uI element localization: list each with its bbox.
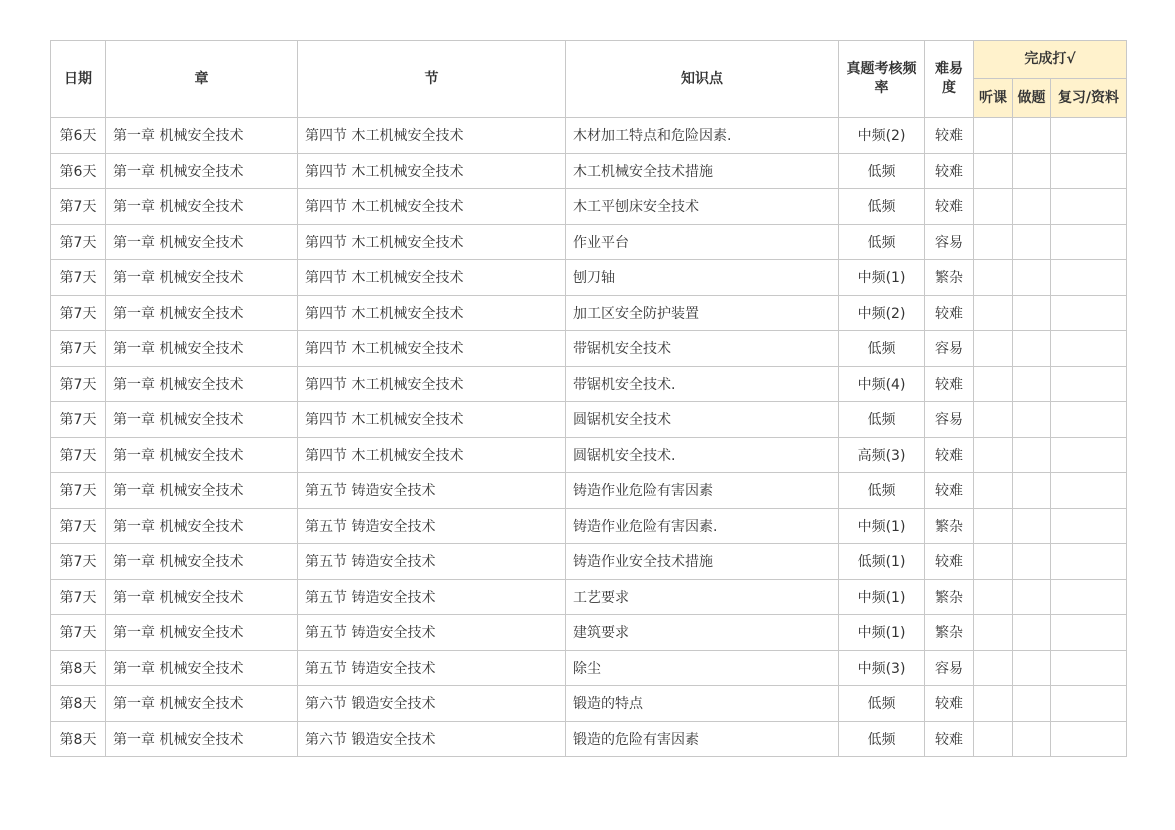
table-row [51,579,1127,615]
table-row [51,615,1127,651]
review-check-cell[interactable] [1051,437,1127,473]
lecture-check-cell[interactable] [974,331,1013,367]
date-cell: 第7天 [51,224,106,260]
frequency-cell: 中频(2) [839,295,925,331]
header-frequency: 真题考核频率 [839,41,925,118]
chapter-cell: 第一章 机械安全技术 [106,437,298,473]
table-row [51,153,1127,189]
section-cell: 第四节 木工机械安全技术 [298,118,566,154]
knowledge-point-cell: 木工机械安全技术措施 [566,153,839,189]
section-cell: 第四节 木工机械安全技术 [298,331,566,367]
frequency-cell: 高频(3) [839,437,925,473]
review-check-cell[interactable] [1051,118,1127,154]
table-row [51,366,1127,402]
chapter-cell: 第一章 机械安全技术 [106,615,298,651]
knowledge-point-cell: 工艺要求 [566,579,839,615]
practice-check-cell[interactable] [1013,118,1051,154]
chapter-cell: 第一章 机械安全技术 [106,650,298,686]
header-review: 复习/资料 [1051,79,1127,118]
difficulty-cell: 较难 [925,686,974,722]
section-cell: 第六节 锻造安全技术 [298,686,566,722]
chapter-cell: 第一章 机械安全技术 [106,366,298,402]
review-check-cell[interactable] [1051,544,1127,580]
section-cell: 第四节 木工机械安全技术 [298,224,566,260]
difficulty-cell: 较难 [925,721,974,757]
table-row [51,189,1127,225]
frequency-cell: 低频 [839,402,925,438]
difficulty-cell: 繁杂 [925,615,974,651]
frequency-cell: 低频(1) [839,544,925,580]
difficulty-cell: 繁杂 [925,260,974,296]
date-cell: 第6天 [51,153,106,189]
knowledge-point-cell: 木材加工特点和危险因素. [566,118,839,154]
difficulty-cell: 较难 [925,544,974,580]
section-cell: 第五节 铸造安全技术 [298,508,566,544]
frequency-cell: 中频(1) [839,508,925,544]
chapter-cell: 第一章 机械安全技术 [106,153,298,189]
difficulty-cell: 较难 [925,473,974,509]
date-cell: 第7天 [51,544,106,580]
section-cell: 第四节 木工机械安全技术 [298,402,566,438]
knowledge-point-cell: 铸造作业危险有害因素 [566,473,839,509]
chapter-cell: 第一章 机械安全技术 [106,473,298,509]
section-cell: 第四节 木工机械安全技术 [298,260,566,296]
chapter-cell: 第一章 机械安全技术 [106,331,298,367]
section-cell: 第五节 铸造安全技术 [298,579,566,615]
header-practice: 做题 [1013,79,1051,118]
difficulty-cell: 较难 [925,153,974,189]
section-cell: 第五节 铸造安全技术 [298,544,566,580]
table-body [51,118,1127,757]
practice-check-cell[interactable] [1013,224,1051,260]
header-row [51,41,1127,79]
difficulty-cell: 容易 [925,224,974,260]
knowledge-point-cell: 圆锯机安全技术 [566,402,839,438]
review-check-cell[interactable] [1051,224,1127,260]
knowledge-point-cell: 锻造的特点 [566,686,839,722]
lecture-check-cell[interactable] [974,544,1013,580]
lecture-check-cell[interactable] [974,189,1013,225]
knowledge-point-cell: 锻造的危险有害因素 [566,721,839,757]
chapter-cell: 第一章 机械安全技术 [106,402,298,438]
frequency-cell: 低频 [839,686,925,722]
frequency-cell: 中频(1) [839,579,925,615]
date-cell: 第7天 [51,260,106,296]
difficulty-cell: 较难 [925,366,974,402]
chapter-cell: 第一章 机械安全技术 [106,189,298,225]
table-header [51,41,1127,118]
practice-check-cell[interactable] [1013,544,1051,580]
practice-check-cell[interactable] [1013,686,1051,722]
knowledge-point-cell: 作业平台 [566,224,839,260]
review-check-cell[interactable] [1051,615,1127,651]
header-lecture: 听课 [974,79,1013,118]
chapter-cell: 第一章 机械安全技术 [106,721,298,757]
date-cell: 第7天 [51,615,106,651]
study-plan-table [50,40,1127,757]
lecture-check-cell[interactable] [974,437,1013,473]
lecture-check-cell[interactable] [974,473,1013,509]
table-row [51,437,1127,473]
practice-check-cell[interactable] [1013,615,1051,651]
lecture-check-cell[interactable] [974,153,1013,189]
lecture-check-cell[interactable] [974,721,1013,757]
date-cell: 第7天 [51,295,106,331]
date-cell: 第7天 [51,579,106,615]
section-cell: 第四节 木工机械安全技术 [298,366,566,402]
chapter-cell: 第一章 机械安全技术 [106,260,298,296]
review-check-cell[interactable] [1051,260,1127,296]
difficulty-cell: 繁杂 [925,579,974,615]
table-row [51,508,1127,544]
date-cell: 第7天 [51,437,106,473]
practice-check-cell[interactable] [1013,473,1051,509]
difficulty-cell: 较难 [925,189,974,225]
date-cell: 第7天 [51,366,106,402]
date-cell: 第7天 [51,402,106,438]
frequency-cell: 中频(3) [839,650,925,686]
difficulty-cell: 繁杂 [925,508,974,544]
knowledge-point-cell: 铸造作业危险有害因素. [566,508,839,544]
chapter-cell: 第一章 机械安全技术 [106,579,298,615]
frequency-cell: 低频 [839,153,925,189]
header-date: 日期 [51,41,106,118]
section-cell: 第四节 木工机械安全技术 [298,295,566,331]
lecture-check-cell[interactable] [974,260,1013,296]
review-check-cell[interactable] [1051,686,1127,722]
review-check-cell[interactable] [1051,721,1127,757]
lecture-check-cell[interactable] [974,615,1013,651]
review-check-cell[interactable] [1051,650,1127,686]
difficulty-cell: 容易 [925,402,974,438]
practice-check-cell[interactable] [1013,721,1051,757]
difficulty-cell: 较难 [925,295,974,331]
date-cell: 第7天 [51,508,106,544]
frequency-cell: 中频(2) [839,118,925,154]
practice-check-cell[interactable] [1013,331,1051,367]
review-check-cell[interactable] [1051,189,1127,225]
frequency-cell: 中频(1) [839,260,925,296]
lecture-check-cell[interactable] [974,650,1013,686]
header-knowledge-point: 知识点 [566,41,839,118]
table-row [51,260,1127,296]
practice-check-cell[interactable] [1013,508,1051,544]
knowledge-point-cell: 铸造作业安全技术措施 [566,544,839,580]
header-completion: 完成打√ [974,41,1127,79]
practice-check-cell[interactable] [1013,402,1051,438]
chapter-cell: 第一章 机械安全技术 [106,544,298,580]
knowledge-point-cell: 带锯机安全技术 [566,331,839,367]
practice-check-cell[interactable] [1013,295,1051,331]
frequency-cell: 低频 [839,224,925,260]
practice-check-cell[interactable] [1013,366,1051,402]
difficulty-cell: 容易 [925,331,974,367]
date-cell: 第7天 [51,331,106,367]
table-row [51,473,1127,509]
review-check-cell[interactable] [1051,579,1127,615]
chapter-cell: 第一章 机械安全技术 [106,118,298,154]
table-row [51,686,1127,722]
chapter-cell: 第一章 机械安全技术 [106,295,298,331]
knowledge-point-cell: 加工区安全防护装置 [566,295,839,331]
table-row [51,721,1127,757]
section-cell: 第五节 铸造安全技术 [298,650,566,686]
table-row [51,650,1127,686]
table-row [51,295,1127,331]
review-check-cell[interactable] [1051,402,1127,438]
difficulty-cell: 较难 [925,437,974,473]
frequency-cell: 低频 [839,721,925,757]
chapter-cell: 第一章 机械安全技术 [106,224,298,260]
section-cell: 第四节 木工机械安全技术 [298,153,566,189]
table-row [51,224,1127,260]
frequency-cell: 低频 [839,331,925,367]
section-cell: 第四节 木工机械安全技术 [298,437,566,473]
knowledge-point-cell: 建筑要求 [566,615,839,651]
table-row [51,331,1127,367]
section-cell: 第六节 锻造安全技术 [298,721,566,757]
section-cell: 第五节 铸造安全技术 [298,615,566,651]
practice-check-cell[interactable] [1013,579,1051,615]
date-cell: 第6天 [51,118,106,154]
knowledge-point-cell: 除尘 [566,650,839,686]
lecture-check-cell[interactable] [974,402,1013,438]
frequency-cell: 低频 [839,473,925,509]
knowledge-point-cell: 带锯机安全技术. [566,366,839,402]
table-row [51,402,1127,438]
review-check-cell[interactable] [1051,473,1127,509]
review-check-cell[interactable] [1051,331,1127,367]
knowledge-point-cell: 刨刀轴 [566,260,839,296]
review-check-cell[interactable] [1051,508,1127,544]
knowledge-point-cell: 木工平刨床安全技术 [566,189,839,225]
frequency-cell: 中频(1) [839,615,925,651]
review-check-cell[interactable] [1051,295,1127,331]
chapter-cell: 第一章 机械安全技术 [106,508,298,544]
lecture-check-cell[interactable] [974,579,1013,615]
practice-check-cell[interactable] [1013,260,1051,296]
lecture-check-cell[interactable] [974,224,1013,260]
chapter-cell: 第一章 机械安全技术 [106,686,298,722]
header-chapter: 章 [106,41,298,118]
difficulty-cell: 较难 [925,118,974,154]
table-row [51,118,1127,154]
practice-check-cell[interactable] [1013,650,1051,686]
practice-check-cell[interactable] [1013,437,1051,473]
knowledge-point-cell: 圆锯机安全技术. [566,437,839,473]
lecture-check-cell[interactable] [974,295,1013,331]
lecture-check-cell[interactable] [974,686,1013,722]
section-cell: 第五节 铸造安全技术 [298,473,566,509]
table-row [51,544,1127,580]
date-cell: 第7天 [51,473,106,509]
header-section: 节 [298,41,566,118]
lecture-check-cell[interactable] [974,118,1013,154]
date-cell: 第8天 [51,686,106,722]
practice-check-cell[interactable] [1013,189,1051,225]
header-difficulty: 难易度 [925,41,974,118]
review-check-cell[interactable] [1051,153,1127,189]
date-cell: 第8天 [51,721,106,757]
difficulty-cell: 容易 [925,650,974,686]
date-cell: 第7天 [51,189,106,225]
date-cell: 第8天 [51,650,106,686]
lecture-check-cell[interactable] [974,366,1013,402]
frequency-cell: 中频(4) [839,366,925,402]
frequency-cell: 低频 [839,189,925,225]
section-cell: 第四节 木工机械安全技术 [298,189,566,225]
review-check-cell[interactable] [1051,366,1127,402]
practice-check-cell[interactable] [1013,153,1051,189]
lecture-check-cell[interactable] [974,508,1013,544]
